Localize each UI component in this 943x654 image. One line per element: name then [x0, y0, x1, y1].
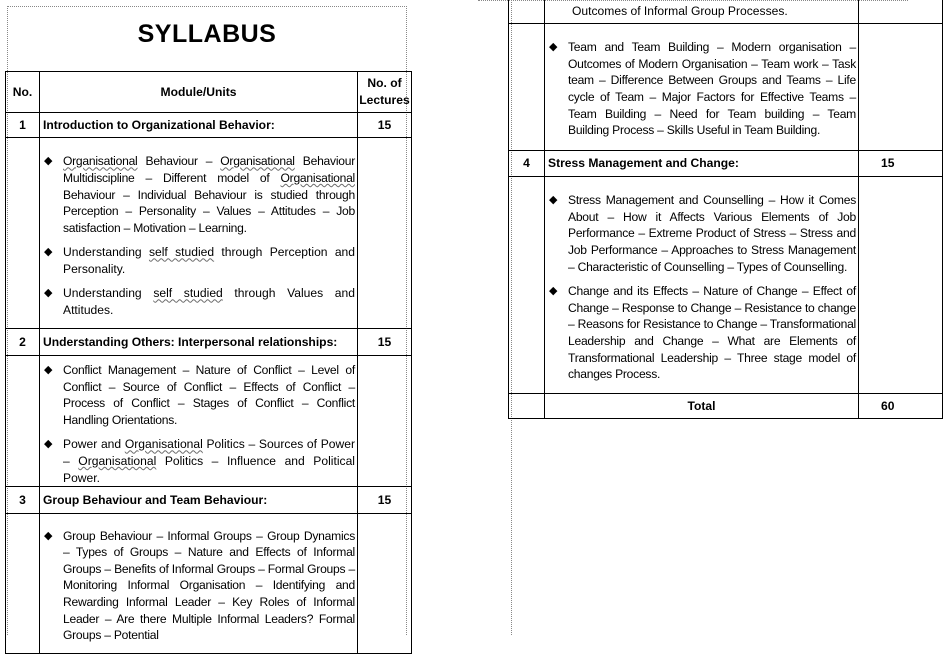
module-content-row-1 [6, 138, 412, 329]
bullet-icon: ◆ [44, 529, 53, 542]
topic-list [40, 524, 357, 644]
bullet-icon: ◆ [44, 155, 53, 168]
header-module: Module/Units [40, 72, 358, 113]
module-lectures: 15 [358, 113, 412, 138]
topic-list [545, 187, 858, 383]
topic-text: Change and its Effects – Nature of Change – Effect of Change – Response to Change – Resistance to change – Reasons for Resistance to Change – Transformational Leadership and Change – What are Elements of Transformational Leadership – Three stage model of changes Process. [568, 284, 856, 382]
bullet-icon: ◆ [44, 438, 53, 451]
topic-text: Understanding self studied through Values and Attitudes. [63, 286, 355, 318]
right-page [478, 0, 908, 635]
total-lectures: 60 [859, 394, 943, 419]
bullet-icon: ◆ [44, 246, 53, 259]
topic-text: Team and Team Building – Modern organisation – Outcomes of Modern Organisation – Team work – Task team – Difference Between Groups and Teams – Life cycle of Team – Major Factors for Effective Teams – Team Building – Need for Team building – Team Building Process – Skills Useful in Team Building. [568, 40, 856, 138]
header-no: No. [6, 72, 40, 113]
list-item [40, 244, 357, 277]
module-lectures: 15 [358, 329, 412, 356]
header-lectures: No. of Lectures [358, 72, 412, 113]
module-row-4 [509, 151, 943, 177]
module-number: 3 [6, 487, 40, 514]
module-content-row-3-part-2 [509, 24, 943, 151]
module-content-row-3 [6, 514, 412, 654]
left-page [0, 0, 442, 643]
topic-text: Power and Organisational Politics – Sources of Power – Organisational Politics – Influence and Political Power. [63, 437, 355, 485]
list-item [545, 283, 858, 383]
module-content-row-2 [6, 356, 412, 487]
module-title: Group Behaviour and Team Behaviour: [40, 487, 358, 514]
page-title: SYLLABUS [137, 20, 277, 48]
topic-text: Group Behaviour – Informal Groups – Group Dynamics – Types of Groups – Nature and Effects of Informal Groups – Benefits of Informal Groups – Formal Groups – Monitoring Informal Organisation – Identifying and Rewarding Informal Leader – Key Roles of Informal Leader – Are there Multiple Informal Leaders? Formal Groups – Potential [63, 528, 355, 643]
bullet-icon: ◆ [44, 364, 53, 376]
module-row-2 [6, 329, 412, 356]
topic-list [40, 147, 357, 318]
bullet-icon: ◆ [44, 287, 53, 300]
syllabus-table-right [508, 0, 943, 419]
topic-continuation: Outcomes of Informal Group Processes. [572, 4, 788, 18]
topic-text: Stress Management and Counselling – How it Comes About – How it Affects Various Elements of Job Performance – Extreme Product of Stress – Stress and Job Performance – Approaches to Stress Management – Characteristic of Counselling – Types of Counselling. [568, 193, 856, 274]
list-item [545, 192, 858, 275]
syllabus-table-left [5, 71, 412, 654]
topic-text: Understanding self studied through Perception and Personality. [63, 245, 355, 276]
list-item [40, 153, 357, 236]
total-row [509, 394, 943, 419]
module-number: 4 [509, 151, 545, 177]
module-row-3 [6, 487, 412, 514]
list-item [545, 39, 858, 139]
topic-list [545, 35, 858, 139]
topic-list [40, 356, 357, 486]
module-lectures: 15 [358, 487, 412, 514]
bullet-icon: ◆ [549, 194, 558, 207]
module-row-1 [6, 113, 412, 138]
list-item [40, 362, 357, 428]
table-header-row [6, 72, 412, 113]
module-title: Introduction to Organizational Behavior: [40, 113, 358, 138]
margin-guide-top [7, 6, 407, 7]
module-number: 2 [6, 329, 40, 356]
module-lectures: 15 [859, 151, 943, 177]
topic-text: Organisational Behaviour – Organisational Behaviour Multidiscipline – Different model of Organisational Behaviour – Individual Behaviour is studied through Perception – Personality – Values – Attitudes – Job satisfaction – Motivation – Learning. [63, 154, 355, 235]
topic-text: Conflict Management – Nature of Conflict – Level of Conflict – Source of Conflict – Effects of Conflict – Process of Conflict – Stages of Conflict – Conflict Handling Orientations. [63, 363, 355, 427]
bullet-icon: ◆ [549, 285, 558, 298]
module-number: 1 [6, 113, 40, 138]
module-title: Stress Management and Change: [545, 151, 859, 177]
bullet-icon: ◆ [549, 41, 558, 54]
module-content-row-4 [509, 177, 943, 394]
list-item [40, 528, 357, 644]
list-item [40, 436, 357, 486]
total-label: Total [545, 394, 859, 419]
module-content-row-3-continued [509, 0, 943, 24]
list-item [40, 285, 357, 318]
module-title: Understanding Others: Interpersonal relationships: [40, 329, 358, 356]
